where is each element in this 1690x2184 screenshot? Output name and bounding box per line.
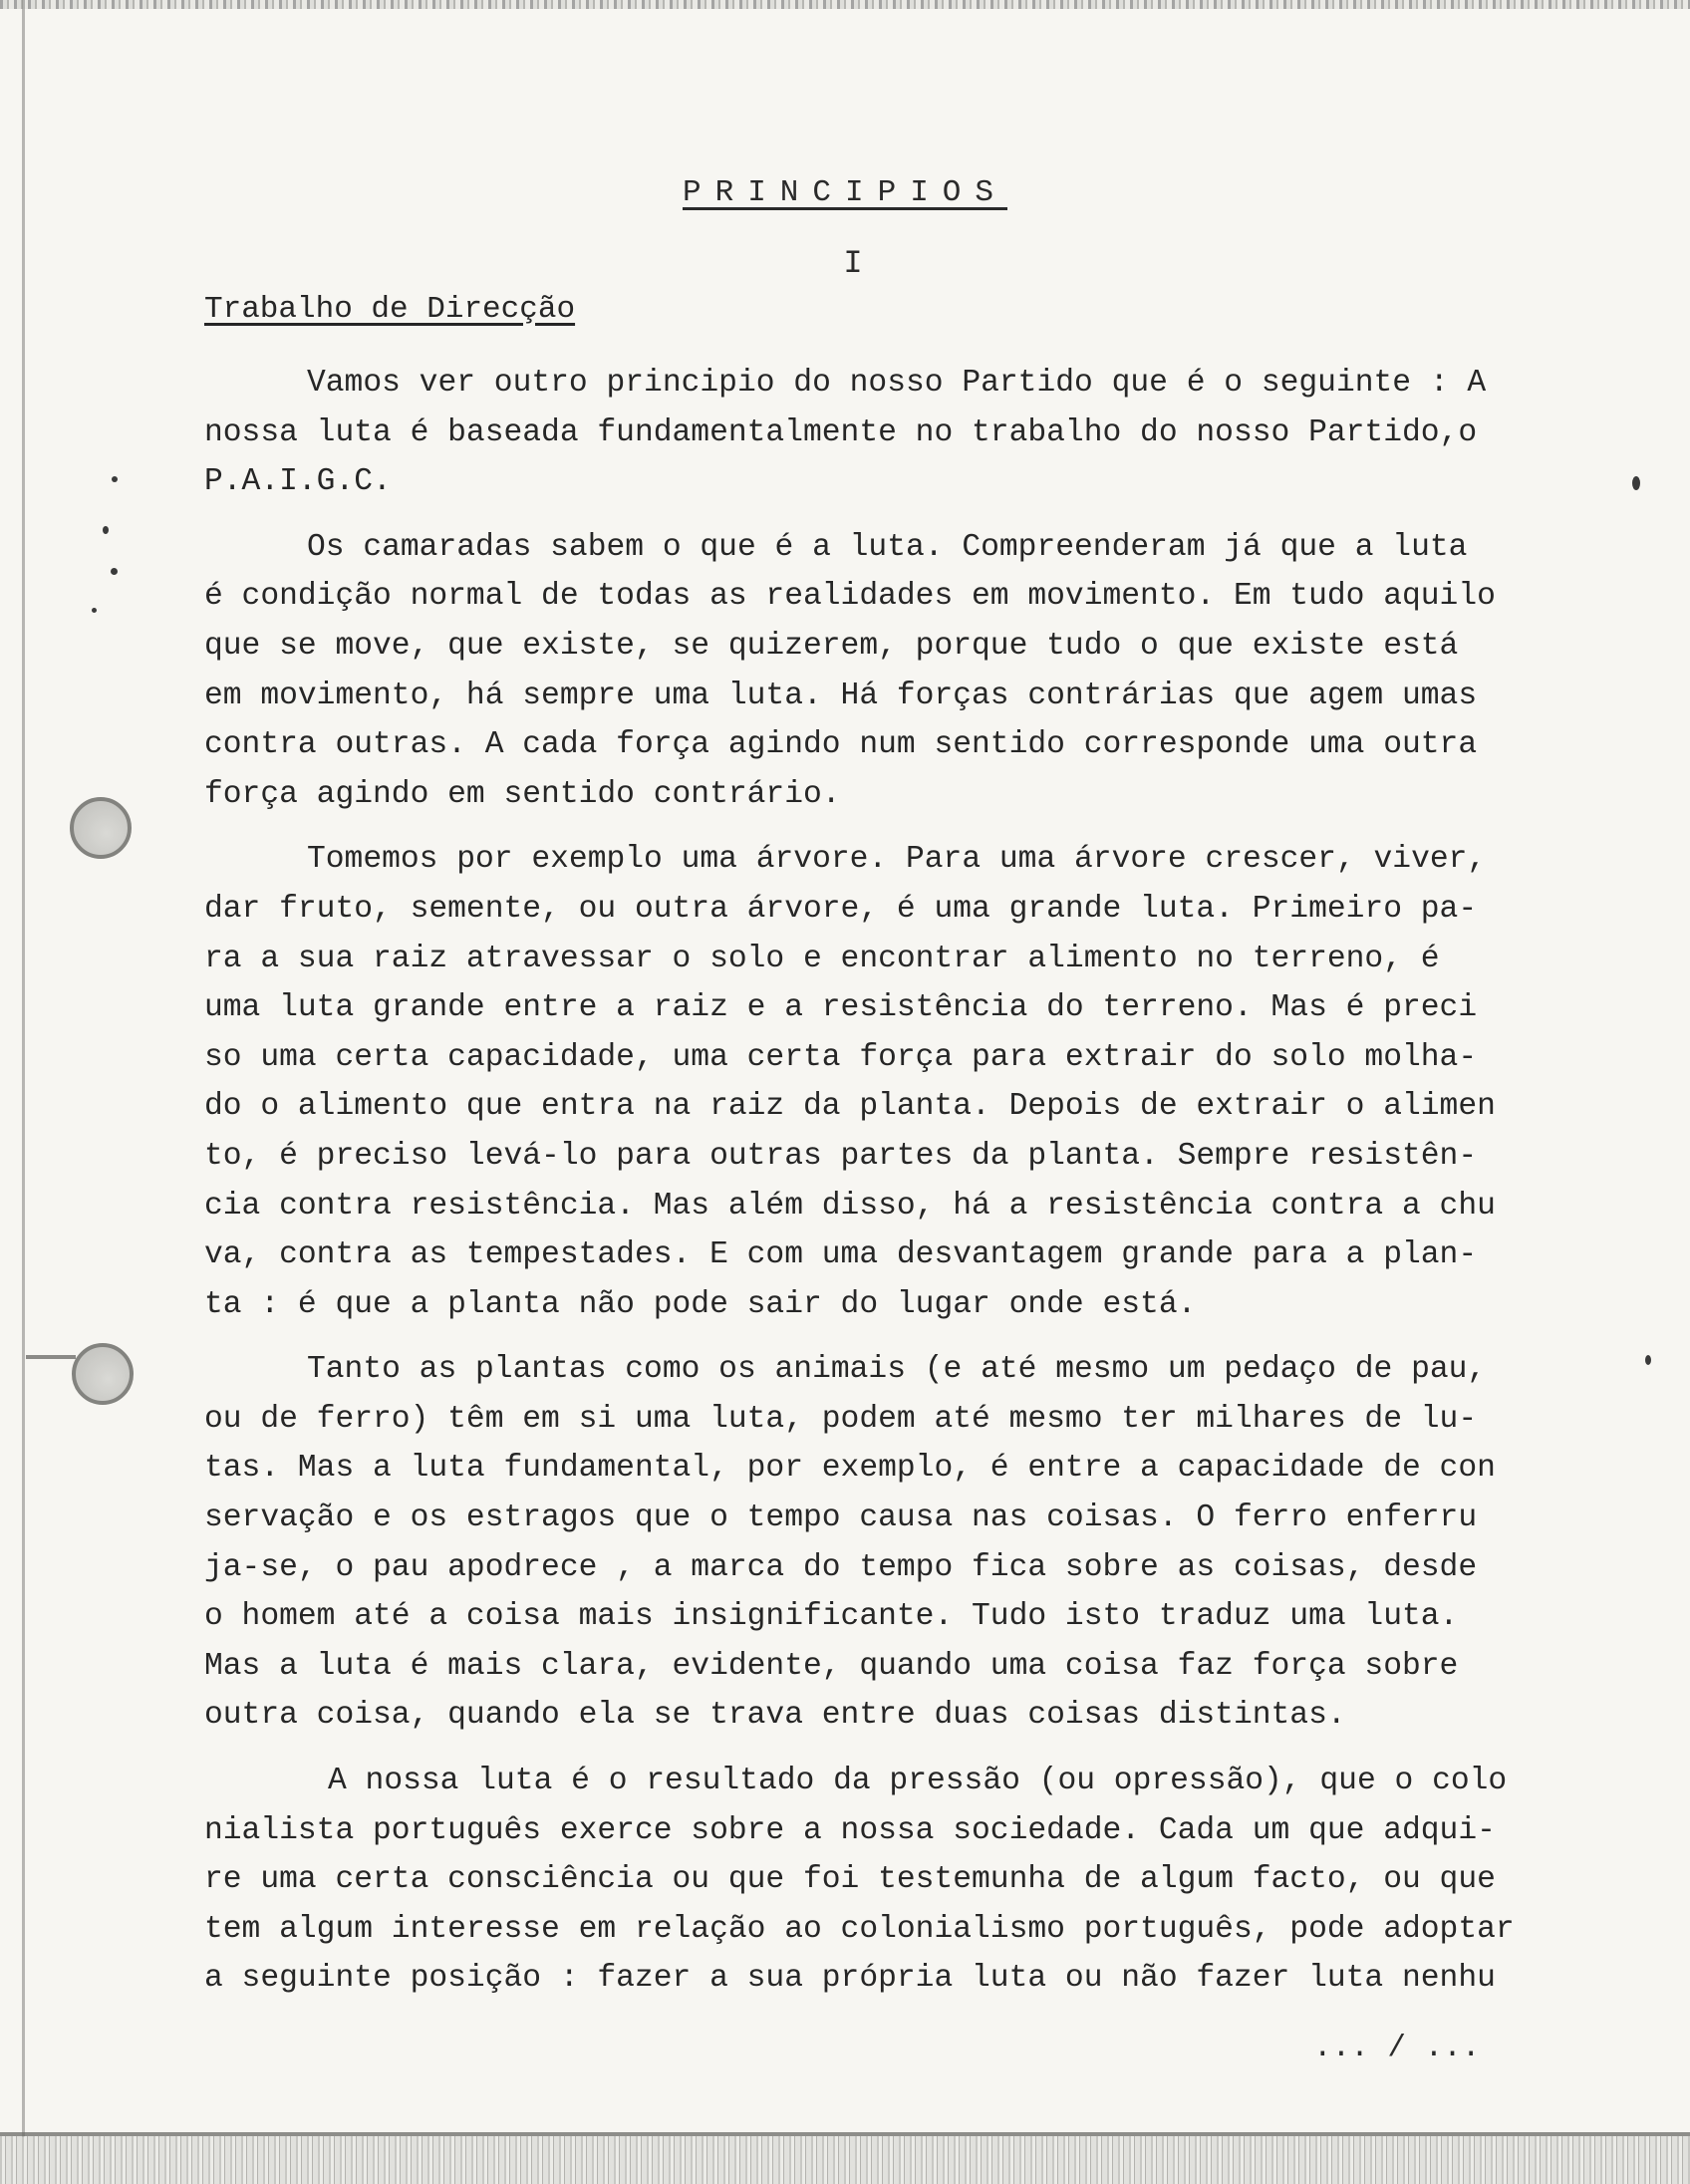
text-line: Os camaradas sabem o que é a luta. Compreenderam já que a luta [307, 529, 1468, 565]
text-line: do o alimento que entra na raiz da planta. Depois de extrair o alimen [204, 1089, 1496, 1125]
scan-top-edge [0, 0, 1690, 9]
text-line: é condição normal de todas as realidades em movimento. Em tudo aquilo [204, 579, 1496, 615]
paragraph [204, 523, 1639, 820]
text-line: P.A.I.G.C. [204, 464, 392, 500]
paragraph [204, 1757, 1639, 2004]
paragraph [204, 835, 1639, 1329]
ink-speck [103, 526, 109, 534]
text-line: dar fruto, semente, ou outra árvore, é uma grande luta. Primeiro pa- [204, 891, 1478, 927]
text-line: a seguinte posição : fazer a sua própria luta ou não fazer luta nenhu [204, 1961, 1496, 1997]
text-line: tas. Mas a luta fundamental, por exemplo, é entre a capacidade de con [204, 1451, 1496, 1487]
text-line: força agindo em sentido contrário. [204, 776, 841, 812]
punch-hole-upper [70, 797, 132, 859]
text-line: cia contra resistência. Mas além disso, há a resistência contra a chu [204, 1188, 1496, 1224]
ink-speck [111, 568, 118, 575]
section-number: I [843, 245, 863, 282]
text-line: em movimento, há sempre uma luta. Há forças contrárias que agem umas [204, 678, 1478, 713]
text-line: ja-se, o pau apodrece , a marca do tempo fica sobre as coisas, desde [204, 1549, 1478, 1585]
text-line: ra a sua raiz atravessar o solo e encontrar alimento no terreno, é [204, 941, 1440, 976]
document-title: PRINCIPIOS [682, 175, 1008, 210]
punch-hole-lower [72, 1343, 134, 1405]
text-line: tem algum interesse em relação ao colonialismo português, pode adoptar [204, 1911, 1515, 1947]
paragraph [204, 1345, 1639, 1741]
text-line: va, contra as tempestades. E com uma desvantagem grande para a plan- [204, 1237, 1478, 1273]
paragraph [204, 359, 1639, 507]
continuation-mark: ... / ... [1313, 2031, 1481, 2065]
punch-hole-mark [26, 1355, 76, 1359]
scan-bottom-edge [0, 2132, 1690, 2184]
text-line: o homem até a coisa mais insignificante. Tudo isto traduz uma luta. [204, 1599, 1459, 1635]
ink-speck [92, 608, 97, 613]
page-left-edge [22, 0, 25, 2137]
text-line: Vamos ver outro principio do nosso Partido que é o seguinte : A [307, 366, 1487, 401]
text-line: Tanto as plantas como os animais (e até mesmo um pedaço de pau, [307, 1352, 1487, 1388]
body-text [204, 359, 1639, 2020]
text-line: que se move, que existe, se quizerem, porque tudo o que existe está [204, 628, 1459, 664]
text-line: ta : é que a planta não pode sair do lugar onde está. [204, 1286, 1197, 1322]
text-line: servação e os estragos que o tempo causa nas coisas. O ferro enferru [204, 1501, 1478, 1536]
text-line: outra coisa, quando ela se trava entre duas coisas distintas. [204, 1698, 1346, 1734]
text-line: uma luta grande entre a raiz e a resistência do terreno. Mas é preci [204, 990, 1478, 1026]
text-line: to, é preciso levá-lo para outras partes da planta. Sempre resistên- [204, 1138, 1478, 1174]
text-line: Tomemos por exemplo uma árvore. Para uma árvore crescer, viver, [307, 842, 1487, 878]
section-heading: Trabalho de Direcção [204, 292, 576, 327]
text-line: Mas a luta é mais clara, evidente, quando uma coisa faz força sobre [204, 1648, 1459, 1684]
text-line: so uma certa capacidade, uma certa força para extrair do solo molha- [204, 1039, 1478, 1075]
ink-speck [112, 476, 118, 482]
ink-speck [1645, 1355, 1651, 1365]
text-line: A nossa luta é o resultado da pressão (ou opressão), que o colo [328, 1764, 1508, 1799]
text-line: contra outras. A cada força agindo num sentido corresponde uma outra [204, 727, 1478, 763]
text-line: ou de ferro) têm em si uma luta, podem até mesmo ter milhares de lu- [204, 1401, 1478, 1437]
text-line: re uma certa consciência ou que foi testemunha de algum facto, ou que [204, 1862, 1496, 1898]
text-line: nialista português exerce sobre a nossa sociedade. Cada um que adqui- [204, 1812, 1496, 1848]
text-line: nossa luta é baseada fundamentalmente no trabalho do nosso Partido,o [204, 414, 1478, 450]
